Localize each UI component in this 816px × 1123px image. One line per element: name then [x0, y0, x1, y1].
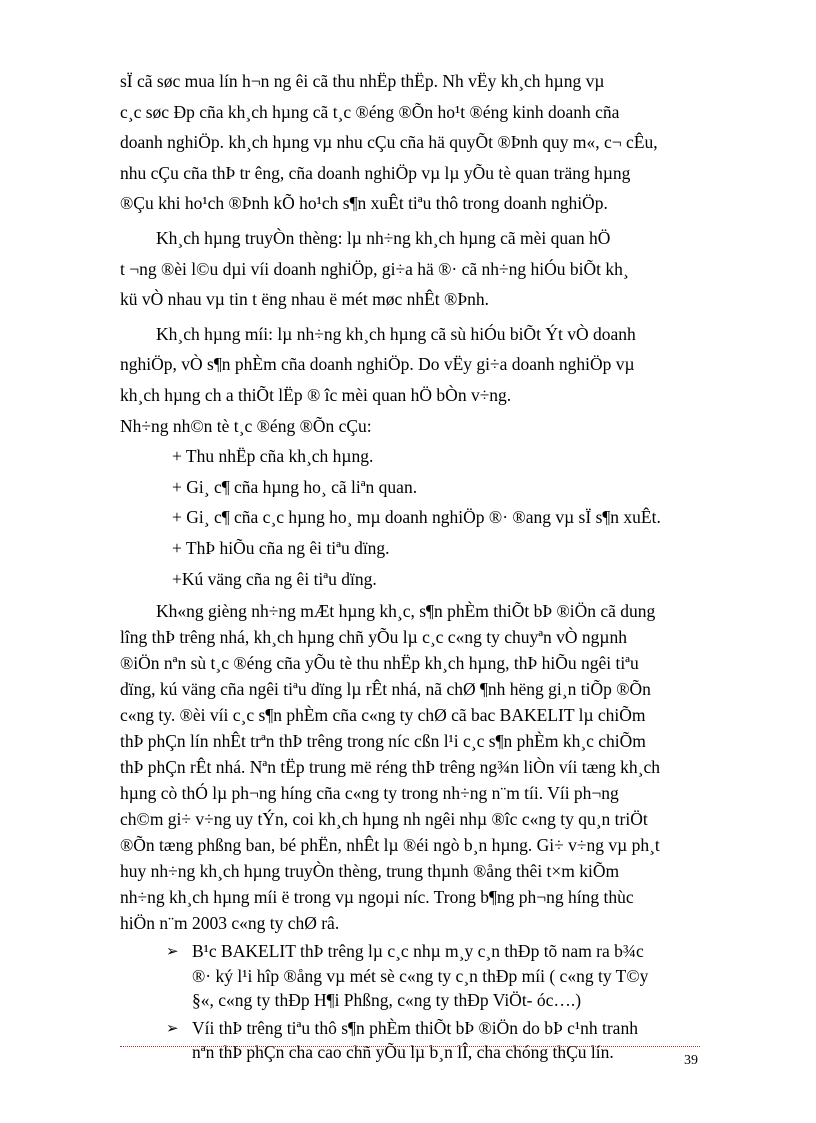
page-body	[120, 66, 698, 1065]
paragraph-company-analysis	[120, 598, 698, 936]
text-line: Kh«ng gièng nh÷ng mÆt hµng kh¸c, s¶n phÈm thiÕt bÞ ®iÖn cã dung	[156, 601, 656, 622]
footer-divider	[120, 1046, 700, 1047]
arrow-list-item	[120, 939, 698, 1013]
text-line: huy nh÷ng kh¸ch hµng truyÒn thèng, trung thµnh ®ång thêi t×m kiÕm	[120, 861, 620, 882]
text-line: ch©m gi÷ v÷ng uy tÝn, coi kh¸ch hµng nh ngêi nhµ ®îc c«ng ty qu¸n triÖt	[120, 809, 648, 830]
factor-item: + ThÞ hiÕu cña ng êi tiªu dïng.	[172, 537, 390, 558]
factor-item: + Thu nhËp cña kh¸ch hµng.	[172, 446, 374, 467]
text-line: kü vÒ nhau vµ tin t ëng nhau ë mét møc nhÊt ®Þnh.	[120, 289, 489, 310]
factor-item: + Gi¸ c¶ cña c¸c hµng ho¸ mµ doanh nghiÖp ®· ®ang vµ sÏ s¶n xuÊt.	[172, 507, 661, 528]
text-line: §«, c«ng ty thÐp H¶i Phßng, c«ng ty thÐp ViÖt- óc….)	[192, 990, 582, 1011]
text-line: kh¸ch hµng ch a thiÕt lËp ® îc mèi quan hÖ bÒn v÷ng.	[120, 384, 512, 405]
text-line: nh÷ng kh¸ch hµng míi ë trong vµ ngoµi níc. Trong b¶ng ph¬ng híng thùc	[120, 887, 634, 908]
factor-item: + Gi¸ c¶ cña hµng ho¸ cã liªn quan.	[172, 476, 418, 497]
text-line: lîng thÞ trêng nhá, kh¸ch hµng chñ yÕu lµ c¸c c«ng ty chuyªn vÒ ngµnh	[120, 627, 628, 648]
page-number: 39	[684, 1053, 698, 1068]
text-line: nghiÖp, vÒ s¶n phÈm cña doanh nghiÖp. Do vËy gi÷a doanh nghiÖp vµ	[120, 354, 635, 375]
arrow-list-item	[120, 1016, 698, 1065]
text-line: sÏ cã søc mua lín h¬n ng êi cã thu nhËp thËp. Nh vËy kh¸ch hµng vµ	[120, 71, 605, 91]
text-line: t ¬ng ®èi l©u dµi víi doanh nghiÖp, gi÷a hä ®· cã nh÷ng hiÓu biÕt kh¸	[120, 258, 629, 279]
text-line: ®Çu khi ho¹ch ®Þnh kÕ ho¹ch s¶n xuÊt tiªu thô trong doanh nghiÖp.	[120, 193, 608, 214]
text-line: Víi thÞ trêng tiªu thô s¶n phÈm thiÕt bÞ ®iÖn do bÞ c¹nh tranh	[192, 1017, 638, 1038]
text-line: thÞ phÇn rÊt nhá. Nªn tËp trung më réng thÞ trêng ng¾n liÒn víi tæng kh¸ch	[120, 757, 660, 778]
text-line: ®· ký l¹i hîp ®ång vµ mét sè c«ng ty c¸n thÐp míi ( c«ng ty T©y	[192, 965, 649, 986]
arrow-bullet-icon: ➢	[166, 1018, 179, 1037]
factor-item: +Kú väng cña ng êi tiªu dïng.	[172, 568, 377, 589]
paragraph-traditional-customers	[120, 223, 698, 315]
text-line: hiÖn n¨m 2003 c«ng ty chØ râ.	[120, 913, 340, 934]
text-line: c¸c søc Ðp cña kh¸ch hµng cã t¸c ®éng ®Õn ho¹t ®éng kinh doanh cña	[120, 101, 620, 122]
text-line: nhu cÇu cña thÞ tr êng, cña doanh nghiÖp vµ lµ yÕu tè quan träng hµng	[120, 162, 631, 183]
text-line: Kh¸ch hµng míi: lµ nh÷ng kh¸ch hµng cã sù hiÓu biÕt Ýt vÒ doanh	[156, 323, 636, 344]
text-line: nªn thÞ phÇn cha cao chñ yÕu lµ b¸n lÎ, cha chóng thÇu lín.	[192, 1042, 614, 1063]
factors-heading: Nh÷ng nh©n tè t¸c ®éng ®Õn cÇu:	[120, 415, 372, 436]
text-line: thÞ phÇn lín nhÊt trªn thÞ trêng trong níc cßn l¹i c¸c s¶n phÈm kh¸c chiÕm	[120, 731, 646, 752]
text-line: dïng, kú väng cña ngêi tiªu dïng lµ rÊt nhá, nã chØ ¶nh hëng gi¸n tiÕp ®Õn	[120, 679, 651, 700]
paragraph-customer-purchasing	[120, 66, 698, 219]
text-line: ®Õn tæng phßng ban, bé phËn, nhÊt lµ ®éi ngò b¸n hµng. Gi÷ v÷ng vµ ph¸t	[120, 835, 660, 856]
text-line: Kh¸ch hµng truyÒn thèng: lµ nh÷ng kh¸ch hµng cã mèi quan hÖ	[156, 227, 611, 248]
paragraph-new-customers	[120, 319, 698, 411]
text-line: ®iÖn nªn sù t¸c ®éng cña yÕu tè thu nhËp kh¸ch hµng, thÞ hiÕu ngêi tiªu	[120, 653, 639, 674]
text-line: c«ng ty. ®èi víi c¸c s¶n phÈm cña c«ng ty chØ cã bac BAKELIT lµ chiÕm	[120, 705, 646, 726]
text-line: B¹c BAKELIT thÞ trêng lµ c¸c nhµ m¸y c¸n thÐp tõ nam ra b¾c	[192, 941, 644, 962]
text-line: doanh nghiÖp. kh¸ch hµng vµ nhu cÇu cña hä quyÕt ®Þnh quy m«, c¬ cÊu,	[120, 132, 658, 153]
text-line: hµng cò thÓ lµ ph¬ng híng cña c«ng ty trong nh÷ng n¨m tíi. Víi ph¬ng	[120, 783, 619, 804]
arrow-bullet-icon: ➢	[166, 942, 179, 961]
